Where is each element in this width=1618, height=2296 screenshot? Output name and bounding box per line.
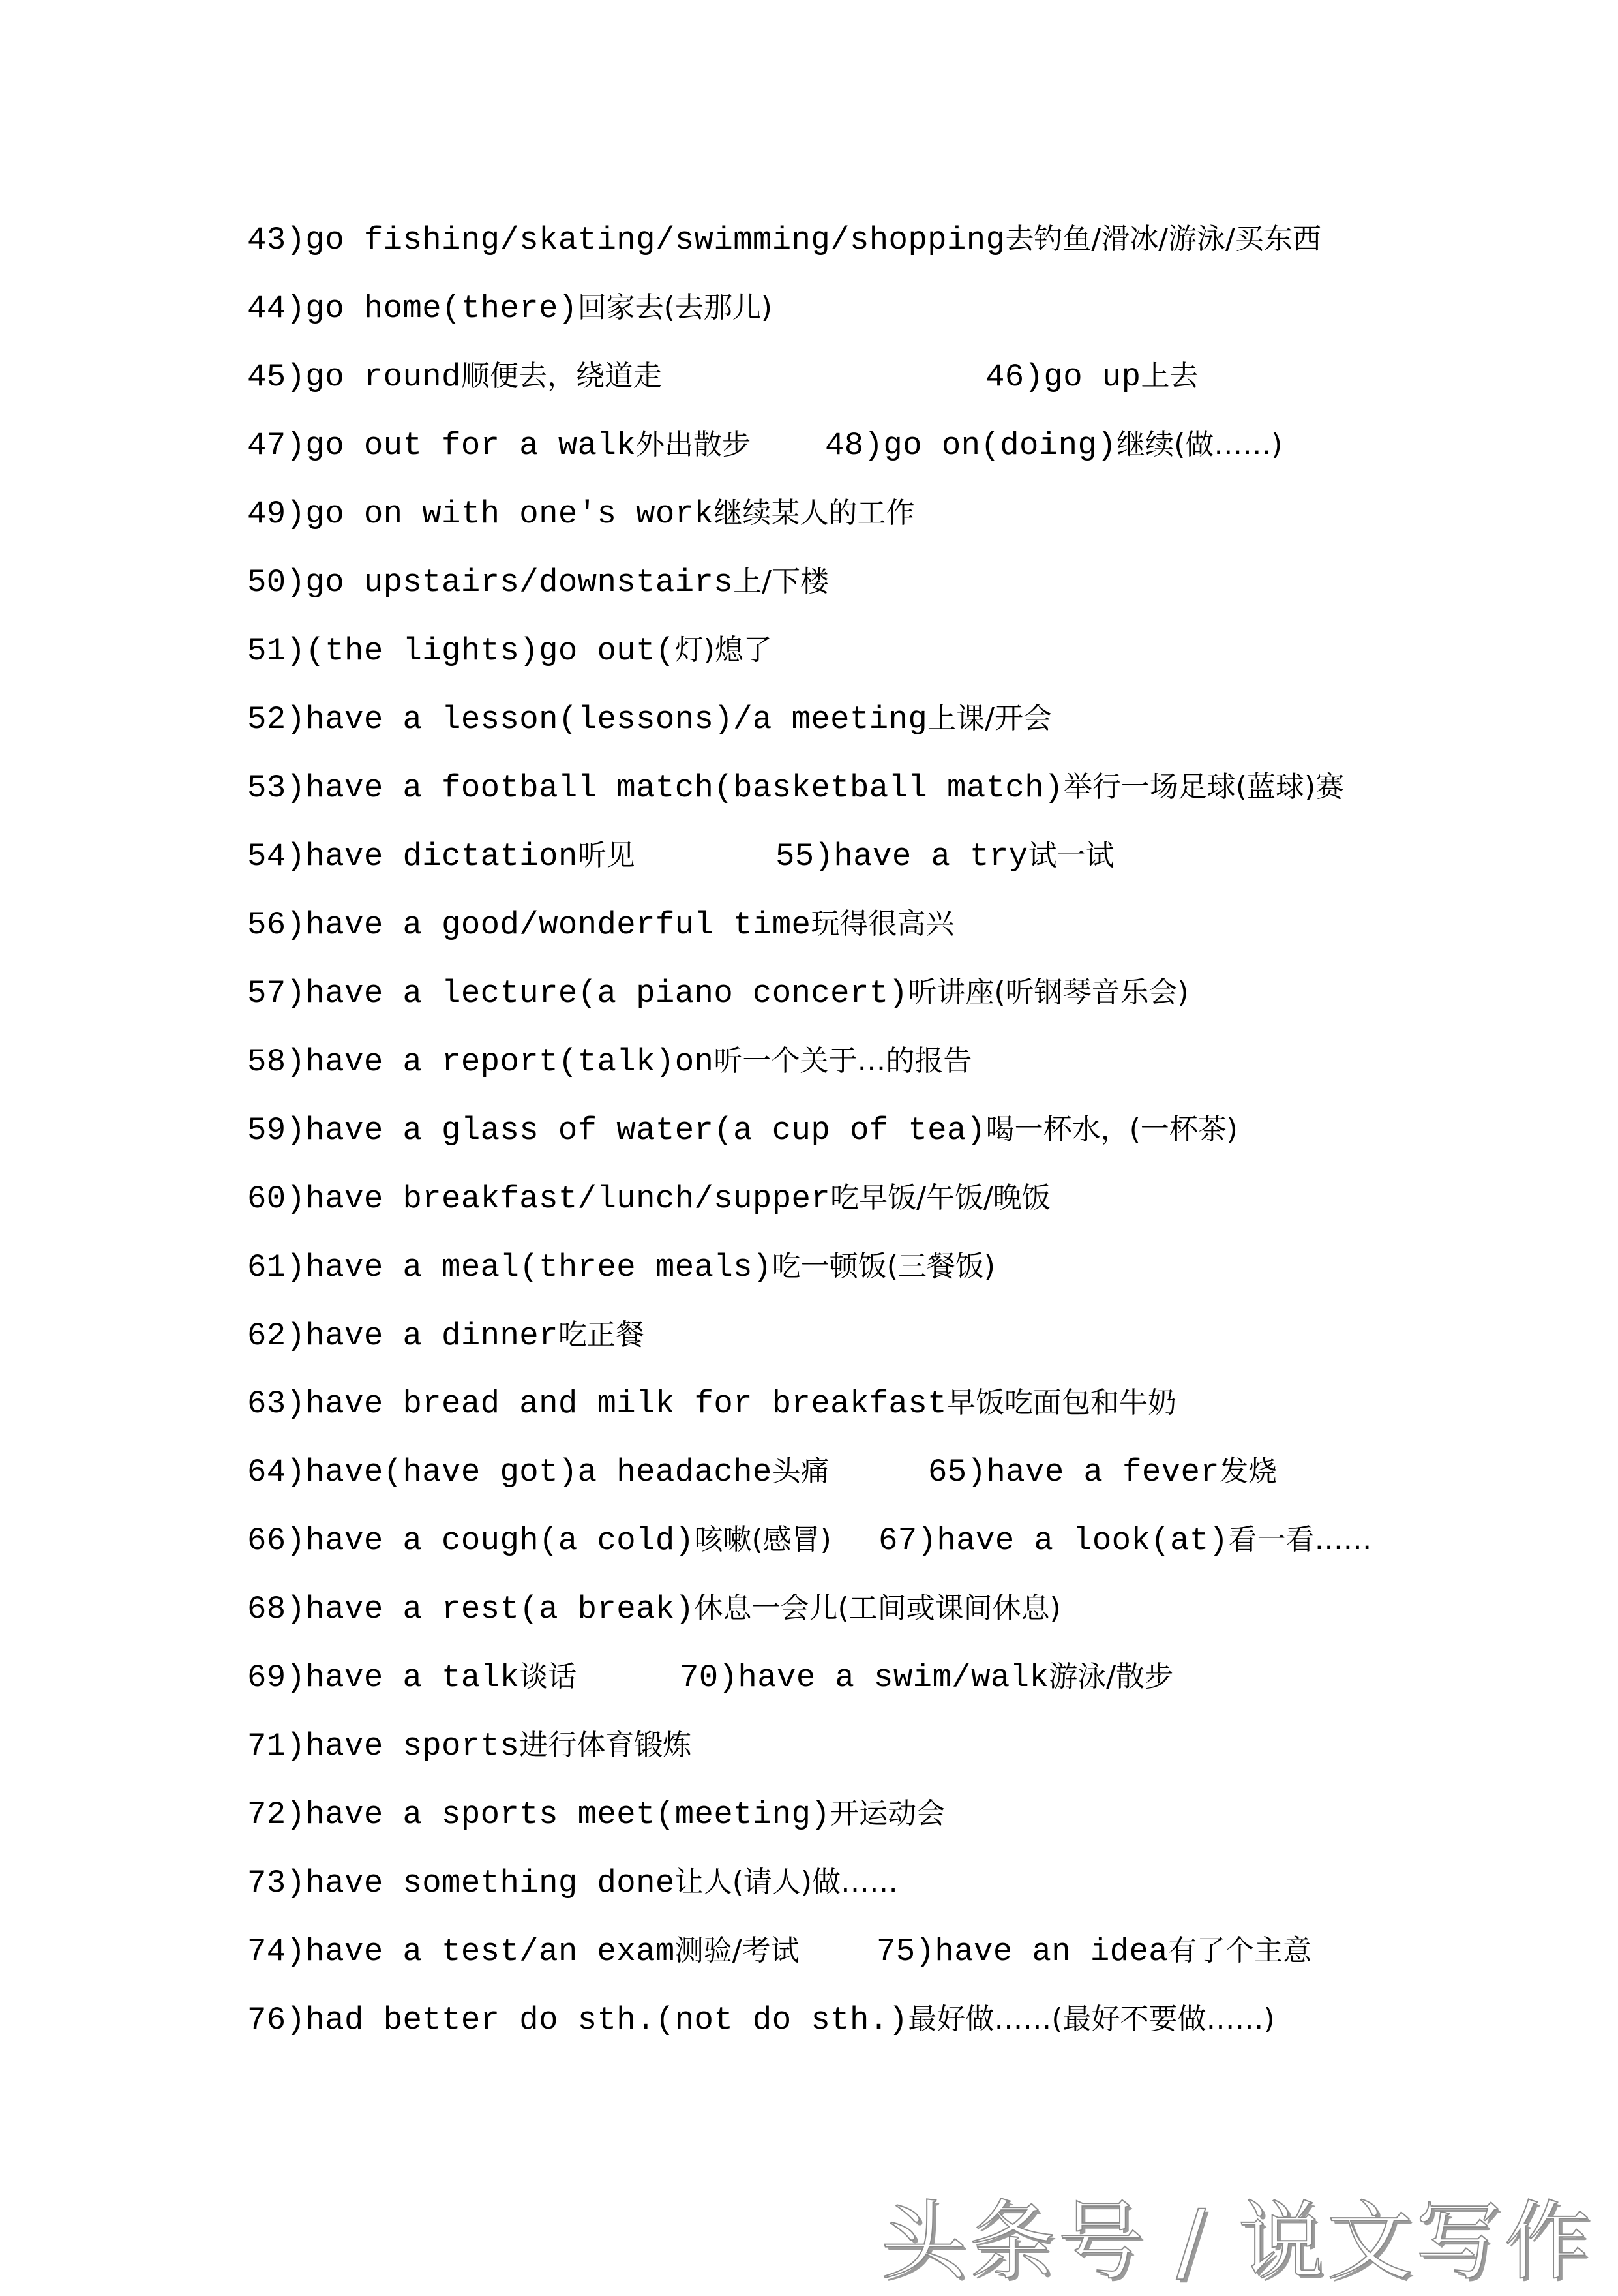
chinese-translation: 听一个关于…的报告 (713, 1044, 972, 1078)
chinese-translation: 吃一顿饭(三餐饭) (772, 1249, 996, 1283)
phrase-item (247, 1725, 691, 1773)
english-phrase: 73)have something done (247, 1865, 675, 1902)
phrase-item (247, 1314, 644, 1363)
chinese-translation: 上去 (1141, 359, 1199, 393)
phrase-item (247, 1588, 1061, 1636)
phrase-item (247, 835, 635, 883)
phrase-item (247, 698, 1052, 746)
english-phrase: 58)have a report(talk)on (247, 1043, 714, 1080)
english-phrase: 67)have a look(at) (878, 1522, 1229, 1560)
english-phrase: 55)have a try (775, 838, 1028, 875)
phrase-item (247, 1862, 898, 1910)
chinese-translation: 游泳/散步 (1049, 1660, 1174, 1694)
english-phrase: 50)go upstairs/downstairs (247, 564, 734, 601)
chinese-translation: 上/下楼 (733, 564, 829, 598)
chinese-translation: 去钓鱼/滑冰/游泳/买东西 (1005, 222, 1321, 256)
phrase-item (247, 1793, 945, 1841)
chinese-translation: 进行体育锻炼 (519, 1729, 692, 1762)
phrase-item (775, 835, 1114, 883)
phrase-item (247, 561, 829, 609)
english-phrase: 54)have dictation (247, 838, 578, 875)
phrase-item (985, 355, 1198, 404)
phrase-item (247, 492, 914, 541)
phrase-item (247, 1930, 800, 1978)
phrase-item (247, 219, 1321, 267)
phrase-item (878, 1519, 1372, 1567)
phrase-item (928, 1451, 1277, 1499)
english-phrase: 53)have a football match(basketball match) (247, 769, 1064, 806)
chinese-translation: 吃正餐 (558, 1318, 644, 1352)
phrase-item (247, 1656, 577, 1704)
phrase-item (247, 1999, 1275, 2047)
chinese-translation: 头痛 (772, 1455, 830, 1488)
chinese-translation: 咳嗽(感冒) (694, 1523, 831, 1557)
english-phrase: 63)have bread and milk for breakfast (247, 1385, 947, 1423)
english-phrase: 46)go up (985, 358, 1141, 395)
english-phrase: 52)have a lesson(lessons)/a meeting (247, 701, 928, 738)
chinese-translation: 开运动会 (830, 1797, 946, 1831)
chinese-translation: 外出散步 (636, 427, 751, 461)
chinese-translation: 让人(请人)做…… (674, 1865, 899, 1899)
phrase-item (247, 1177, 1051, 1226)
phrase-item (247, 1451, 830, 1499)
chinese-translation: 听见 (577, 838, 635, 872)
english-phrase: 71)have sports (247, 1728, 520, 1765)
chinese-translation: 顺便去，绕道走 (460, 359, 662, 393)
chinese-translation: 玩得很高兴 (811, 907, 955, 941)
english-phrase: 72)have a sports meet(meeting) (247, 1796, 831, 1834)
chinese-translation: 继续某人的工作 (713, 496, 915, 530)
chinese-translation: 发烧 (1220, 1455, 1278, 1488)
english-phrase: 48)go on(doing) (825, 427, 1117, 464)
chinese-translation: 谈话 (519, 1660, 577, 1694)
chinese-translation: 回家去(去那儿) (577, 290, 773, 324)
chinese-translation: 上课/开会 (927, 701, 1052, 735)
english-phrase: 47)go out for a walk (247, 427, 637, 464)
chinese-translation: 最好做……(最好不要做……) (908, 2002, 1275, 2036)
english-phrase: 51)(the lights)go out( (247, 632, 675, 669)
chinese-translation: 试一试 (1028, 838, 1115, 872)
phrase-item (247, 1382, 1176, 1430)
english-phrase: 70)have a swim/walk (680, 1659, 1049, 1697)
chinese-translation: 听讲座(听钢琴音乐会) (908, 975, 1189, 1009)
phrase-item (247, 1246, 995, 1294)
phrase-item (247, 1040, 972, 1089)
chinese-translation: 测验/考试 (674, 1934, 800, 1968)
chinese-translation: 有了个主意 (1168, 1934, 1312, 1968)
phrase-item (247, 424, 751, 472)
english-phrase: 56)have a good/wonderful time (247, 906, 811, 943)
english-phrase: 65)have a fever (928, 1454, 1220, 1491)
chinese-translation: 继续(做……) (1116, 427, 1283, 461)
english-phrase: 59)have a glass of water(a cup of tea) (247, 1111, 986, 1149)
english-phrase: 68)have a rest(a break) (247, 1591, 695, 1628)
english-phrase: 57)have a lecture(a piano concert) (247, 974, 908, 1012)
phrase-item (247, 1109, 1238, 1157)
phrase-item (247, 287, 772, 335)
english-phrase: 76)had better do sth.(not do sth.) (247, 2002, 908, 2039)
phrase-item (825, 424, 1282, 472)
chinese-translation: 休息一会儿(工间或课间休息) (694, 1592, 1061, 1625)
chinese-translation: 看一看…… (1228, 1523, 1372, 1557)
chinese-translation: 灯)熄了 (674, 633, 772, 667)
phrase-item (247, 629, 772, 678)
english-phrase: 61)have a meal(three meals) (247, 1248, 772, 1286)
english-phrase: 69)have a talk (247, 1659, 520, 1697)
english-phrase: 44)go home(there) (247, 290, 578, 327)
english-phrase: 75)have an idea (876, 1933, 1169, 1971)
english-phrase: 45)go round (247, 358, 461, 395)
english-phrase: 64)have(have got)a headache (247, 1454, 772, 1491)
english-phrase: 66)have a cough(a cold) (247, 1522, 695, 1560)
watermark-logo: 头条号 / 说文写作 (880, 2192, 1593, 2292)
chinese-translation: 吃早饭/午饭/晚饭 (830, 1181, 1051, 1215)
phrase-item (247, 766, 1344, 815)
english-phrase: 60)have breakfast/lunch/supper (247, 1180, 831, 1217)
phrase-item (247, 355, 662, 404)
phrase-item (247, 1519, 831, 1567)
english-phrase: 43)go fishing/skating/swimming/shopping (247, 222, 1006, 258)
english-phrase: 62)have a dinner (247, 1317, 558, 1354)
chinese-translation: 举行一场足球(蓝球)赛 (1063, 770, 1345, 804)
english-phrase: 49)go on with one's work (247, 495, 714, 532)
chinese-translation: 喝一杯水，(一杯茶) (985, 1112, 1238, 1146)
phrase-item (876, 1930, 1311, 1978)
phrase-item (680, 1656, 1173, 1704)
phrase-item (247, 972, 1189, 1020)
phrase-item (247, 903, 954, 952)
chinese-translation: 早饭吃面包和牛奶 (946, 1386, 1176, 1420)
english-phrase: 74)have a test/an exam (247, 1933, 675, 1971)
